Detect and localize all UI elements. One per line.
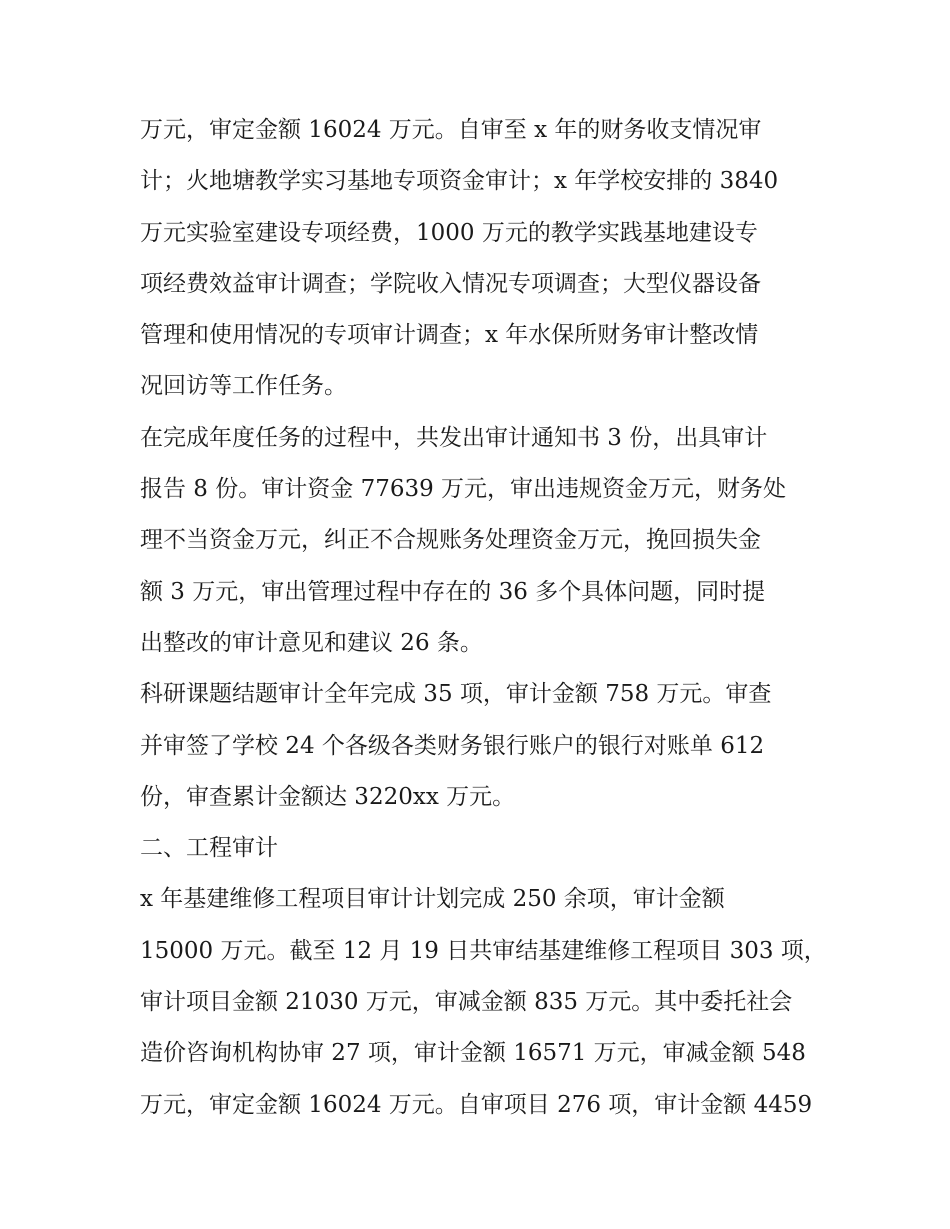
text-line: 15000 万元。截至 12 月 19 日共审结基建维修工程项目 303 项，: [140, 937, 827, 964]
text-line: 报告 8 份。审计资金 77639 万元，审出违规资金万元，财务处: [140, 476, 787, 503]
text-line: 理不当资金万元，纠正不合规账务处理资金万元，挽回损失金: [140, 527, 761, 554]
text-line: 造价咨询机构协审 27 项，审计金额 16571 万元，审减金额 548: [140, 1040, 806, 1067]
text-line: 出整改的审计意见和建议 26 条。: [140, 629, 483, 656]
text-line: 额 3 万元，审出管理过程中存在的 36 多个具体问题，同时提: [140, 578, 766, 605]
text-line: 项经费效益审计调查；学院收入情况专项调查；大型仪器设备: [140, 270, 761, 297]
text-line: 计；火地塘教学实习基地专项资金审计；x 年学校安排的 3840: [140, 168, 779, 195]
document-body: [140, 105, 827, 1131]
text-line: 况回访等工作任务。: [140, 373, 347, 400]
section-heading: 二、工程审计: [140, 835, 278, 862]
text-line: x 年基建维修工程项目审计计划完成 250 余项，审计金额: [140, 886, 725, 913]
text-line: 份，审查累计金额达 3220xx 万元。: [140, 783, 516, 810]
text-line: 科研课题结题审计全年完成 35 项，审计金额 758 万元。审查: [140, 681, 772, 708]
text-line: 审计项目金额 21030 万元，审减金额 835 万元。其中委托社会: [140, 989, 793, 1016]
text-line: 万元实验室建设专项经费，1000 万元的教学实践基地建设专: [140, 219, 758, 246]
text-line: 万元，审定金额 16024 万元。自审至 x 年的财务收支情况审: [140, 117, 762, 143]
text-line: 管理和使用情况的专项审计调查；x 年水保所财务审计整改情: [140, 322, 759, 349]
text-line: 并审签了学校 24 个各级各类财务银行账户的银行对账单 612: [140, 732, 765, 759]
text-line: 在完成年度任务的过程中，共发出审计通知书 3 份，出具审计: [140, 424, 768, 451]
text-line: 万元，审定金额 16024 万元。自审项目 276 项，审计金额 4459: [140, 1091, 813, 1118]
